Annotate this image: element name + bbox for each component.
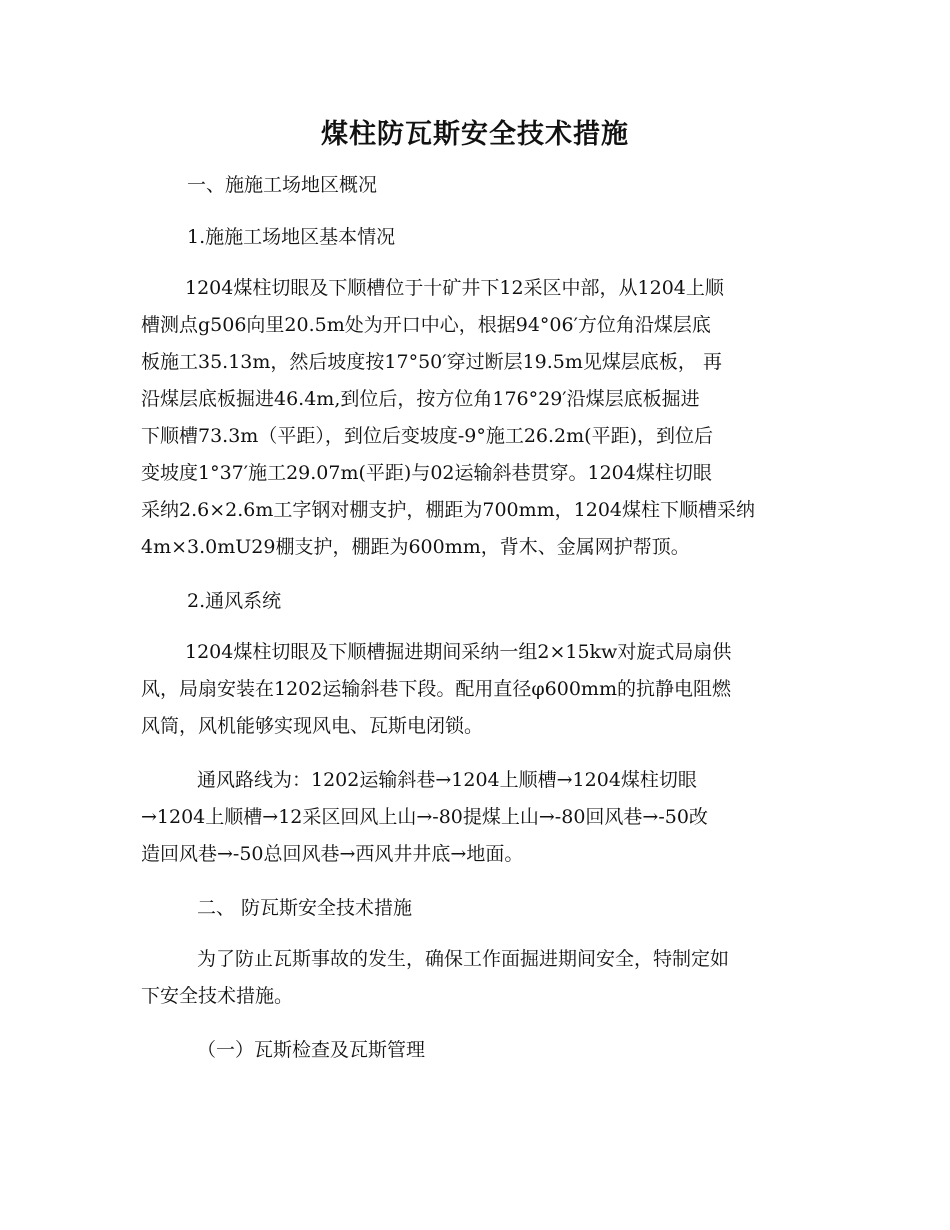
ventilation-paragraph (141, 634, 813, 745)
text-line: 1204煤柱切眼及下顺槽掘进期间采纳一组2×15kw对旋式局扇供 (185, 641, 732, 663)
section-1-heading: 一、施施工场地区概况 (187, 174, 378, 196)
text-line: 下顺槽73.3m（平距），到位后变坡度-9°施工26.2m(平距)，到位后 (141, 425, 713, 447)
text-line: 变坡度1°37′施工29.07m(平距)与02运输斜巷贯穿。1204煤柱切眼 (141, 462, 712, 484)
text-line: 为了防止瓦斯事故的发生，确保工作面掘进期间安全，特制定如 (197, 948, 730, 970)
text-line: 通风路线为：1202运输斜巷→1204上顺槽→1204煤柱切眼 (197, 769, 697, 791)
section-1-1-heading: 1.施施工场地区基本情况 (187, 226, 396, 248)
text-line: 造回风巷→-50总回风巷→西风井井底→地面。 (141, 843, 524, 865)
text-line: 沿煤层底板掘进46.4m,到位后，按方位角176°29′沿煤层底板掘进 (141, 388, 700, 410)
site-overview-paragraph (141, 270, 813, 566)
text-line: 下安全技术措施。 (141, 985, 294, 1007)
section-1-2-heading: 2.通风系统 (187, 590, 282, 612)
text-line: 板施工35.13m，然后坡度按17°50′穿过断层19.5m见煤层底板， 再 (141, 351, 722, 373)
text-line: 采纳2.6×2.6m工字钢对棚支护，棚距为700mm，1204煤柱下顺槽采纳 (141, 499, 756, 521)
document-title: 煤柱防瓦斯安全技术措施 (321, 119, 629, 150)
measures-intro-paragraph (141, 941, 813, 1015)
section-2-heading: 二、 防瓦斯安全技术措施 (197, 897, 413, 919)
ventilation-route-paragraph (141, 762, 813, 873)
text-line: →1204上顺槽→12采区回风上山→-80提煤上山→-80回风巷→-50改 (141, 806, 708, 828)
text-line: 风，局扇安装在1202运输斜巷下段。配用直径φ600mm的抗静电阻燃 (141, 678, 731, 700)
text-line: 1204煤柱切眼及下顺槽位于十矿井下12采区中部，从1204上顺 (185, 277, 724, 299)
text-line: 4m×3.0mU29棚支护，棚距为600mm，背木、金属网护帮顶。 (141, 536, 690, 558)
text-line: 风筒，风机能够实现风电、瓦斯电闭锁。 (141, 715, 484, 737)
section-2-1-heading: （一）瓦斯检查及瓦斯管理 (197, 1039, 426, 1061)
text-line: 槽测点g506向里20.5m处为开口中心，根据94°06′方位角沿煤层底 (141, 314, 711, 336)
